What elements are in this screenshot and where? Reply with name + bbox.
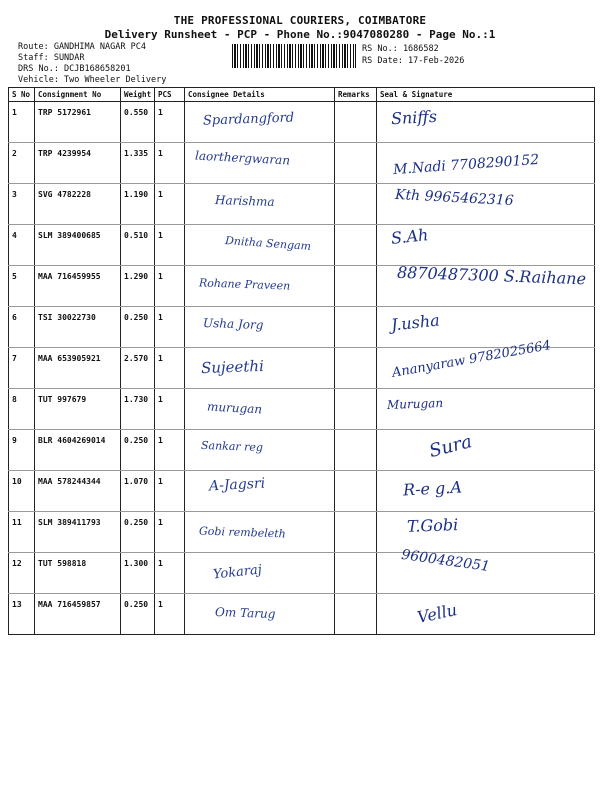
signature-handwriting: Vellu — [415, 600, 459, 627]
pcs-cell: 1 — [155, 553, 185, 594]
pcs-cell: 1 — [155, 184, 185, 225]
table-row — [9, 307, 595, 348]
consignee-cell — [185, 348, 335, 389]
weight-cell: 1.730 — [121, 389, 155, 430]
consignment-number-cell: MAA 653905921 — [35, 348, 121, 389]
barcode — [232, 44, 356, 68]
remarks-cell — [335, 225, 377, 266]
company-title: THE PROFESSIONAL COURIERS, COIMBATORE — [173, 14, 427, 27]
serial-number-cell: 13 — [9, 594, 35, 635]
weight-cell: 1.290 — [121, 266, 155, 307]
signature-cell — [377, 184, 595, 225]
consignee-cell — [185, 471, 335, 512]
col-header-pcs: PCS — [155, 88, 185, 102]
pcs-cell: 1 — [155, 266, 185, 307]
signature-cell — [377, 471, 595, 512]
serial-number-cell: 9 — [9, 430, 35, 471]
consignee-handwriting: Usha Jorg — [202, 315, 264, 333]
rs-number: RS No.: 1686582 — [362, 44, 439, 54]
signature-cell — [377, 338, 595, 389]
signature-handwriting: Kth 9965462316 — [394, 186, 514, 210]
signature-cell — [377, 143, 595, 184]
serial-number-cell: 5 — [9, 266, 35, 307]
staff-label: Staff: SUNDAR — [18, 53, 85, 63]
consignee-handwriting: laorthergwaran — [194, 148, 291, 168]
pcs-cell: 1 — [155, 389, 185, 430]
pcs-cell: 1 — [155, 225, 185, 266]
pcs-cell: 1 — [155, 512, 185, 553]
drs-number: DRS No.: DCJB168658201 — [18, 64, 131, 74]
signature-handwriting: J.usha — [390, 310, 441, 335]
consignee-handwriting: Harishma — [214, 192, 275, 210]
weight-cell: 0.250 — [121, 512, 155, 553]
remarks-cell — [335, 266, 377, 307]
col-header-consignment: Consignment No — [35, 88, 121, 102]
weight-cell: 1.190 — [121, 184, 155, 225]
serial-number-cell: 12 — [9, 553, 35, 594]
signature-cell — [377, 430, 595, 471]
pcs-cell: 1 — [155, 348, 185, 389]
consignment-number-cell: MAA 578244344 — [35, 471, 121, 512]
serial-number-cell: 4 — [9, 225, 35, 266]
consignee-handwriting: Sujeethi — [200, 356, 265, 378]
consignee-handwriting: Dnitha Sengam — [224, 234, 312, 253]
consignee-handwriting: A-Jagsri — [208, 475, 266, 495]
table-row — [9, 471, 595, 512]
consignee-handwriting: Rohane Praveen — [198, 276, 291, 293]
consignment-number-cell: TRP 5172961 — [35, 102, 121, 143]
serial-number-cell: 1 — [9, 102, 35, 143]
table-row — [9, 553, 595, 594]
remarks-cell — [335, 594, 377, 635]
consignee-handwriting: Om Tarug — [214, 604, 276, 622]
consignee-cell — [185, 143, 335, 184]
consignee-handwriting: Gobi rembeleth — [198, 524, 286, 541]
pcs-cell: 1 — [155, 594, 185, 635]
serial-number-cell: 2 — [9, 143, 35, 184]
signature-cell — [377, 307, 595, 348]
serial-number-cell: 3 — [9, 184, 35, 225]
remarks-cell — [335, 553, 377, 594]
signature-cell — [377, 512, 595, 553]
pcs-cell: 1 — [155, 307, 185, 348]
consignment-number-cell: SVG 4782228 — [35, 184, 121, 225]
blank-footer — [8, 652, 594, 792]
consignee-cell — [185, 184, 335, 225]
weight-cell: 0.250 — [121, 307, 155, 348]
table-row — [9, 389, 595, 430]
table-row — [9, 102, 595, 143]
consignment-number-cell: TUT 598818 — [35, 553, 121, 594]
serial-number-cell: 11 — [9, 512, 35, 553]
consignment-number-cell: SLM 389411793 — [35, 512, 121, 553]
pcs-cell: 1 — [155, 102, 185, 143]
signature-cell — [377, 389, 595, 430]
signature-handwriting: Sniffs — [390, 106, 438, 129]
remarks-cell — [335, 348, 377, 389]
serial-number-cell: 7 — [9, 348, 35, 389]
signature-cell — [377, 594, 595, 635]
signature-handwriting: S.Ah — [390, 225, 430, 248]
weight-cell: 0.550 — [121, 102, 155, 143]
signature-cell — [377, 102, 595, 143]
consignment-number-cell: MAA 716459857 — [35, 594, 121, 635]
consignee-cell — [185, 225, 335, 266]
consignee-handwriting: Sankar reg — [200, 438, 264, 455]
remarks-cell — [335, 307, 377, 348]
signature-cell — [377, 546, 595, 594]
serial-number-cell: 8 — [9, 389, 35, 430]
signature-handwriting: M.Nadi 7708290152 — [392, 151, 540, 179]
table-header-row — [9, 88, 595, 102]
weight-cell: 1.070 — [121, 471, 155, 512]
pcs-cell: 1 — [155, 471, 185, 512]
consignment-number-cell: TSI 30022730 — [35, 307, 121, 348]
runsheet-subtitle: Delivery Runsheet - PCP - Phone No.:9047080280 - Page No.:1 — [104, 28, 496, 41]
signature-cell — [377, 225, 595, 266]
consignment-number-cell: MAA 716459955 — [35, 266, 121, 307]
consignee-cell — [185, 512, 335, 553]
pcs-cell: 1 — [155, 143, 185, 184]
consignment-number-cell: TRP 4239954 — [35, 143, 121, 184]
signature-handwriting: 9600482051 — [400, 546, 491, 576]
weight-cell: 0.250 — [121, 430, 155, 471]
table-row — [9, 594, 595, 635]
remarks-cell — [335, 389, 377, 430]
col-header-remarks: Remarks — [335, 88, 377, 102]
weight-cell: 0.250 — [121, 594, 155, 635]
consignment-number-cell: TUT 997679 — [35, 389, 121, 430]
serial-number-cell: 6 — [9, 307, 35, 348]
remarks-cell — [335, 471, 377, 512]
consignee-handwriting: murugan — [206, 399, 263, 417]
consignee-handwriting: Spardangford — [202, 110, 295, 129]
weight-cell: 1.335 — [121, 143, 155, 184]
remarks-cell — [335, 512, 377, 553]
weight-cell: 1.300 — [121, 553, 155, 594]
table-row — [9, 348, 595, 389]
table-row — [9, 184, 595, 225]
consignee-cell — [185, 266, 335, 307]
vehicle-label: Vehicle: Two Wheeler Delivery — [18, 75, 167, 85]
signature-handwriting: Sura — [427, 431, 475, 462]
table-row — [9, 430, 595, 471]
remarks-cell — [335, 143, 377, 184]
table-row — [9, 143, 595, 184]
consignee-cell — [185, 307, 335, 348]
weight-cell: 0.510 — [121, 225, 155, 266]
remarks-cell — [335, 430, 377, 471]
route-label: Route: GANDHIMA NAGAR PC4 — [18, 42, 146, 52]
table-row — [9, 225, 595, 266]
col-header-sno: S No — [9, 88, 35, 102]
col-header-weight: Weight — [121, 88, 155, 102]
consignee-handwriting: Yokaraj — [212, 562, 263, 583]
runsheet-table — [8, 87, 595, 635]
signature-handwriting: Ananyaraw 9782025664 — [390, 338, 553, 381]
consignee-cell — [185, 553, 335, 594]
signature-handwriting: R-e g.A — [402, 477, 463, 500]
weight-cell: 2.570 — [121, 348, 155, 389]
table-row — [9, 266, 595, 307]
consignment-number-cell: BLR 4604269014 — [35, 430, 121, 471]
remarks-cell — [335, 184, 377, 225]
consignee-cell — [185, 389, 335, 430]
signature-cell — [377, 262, 595, 307]
signature-handwriting: T.Gobi — [406, 515, 459, 536]
signature-handwriting: 8870487300 S.Raihane — [396, 262, 587, 289]
col-header-consignee: Consignee Details — [185, 88, 335, 102]
signature-handwriting: Murugan — [386, 396, 444, 412]
serial-number-cell: 10 — [9, 471, 35, 512]
col-header-signature: Seal & Signature — [377, 88, 595, 102]
pcs-cell: 1 — [155, 430, 185, 471]
consignment-number-cell: SLM 389400685 — [35, 225, 121, 266]
consignee-cell — [185, 102, 335, 143]
remarks-cell — [335, 102, 377, 143]
table-row — [9, 512, 595, 553]
consignee-cell — [185, 594, 335, 635]
consignee-cell — [185, 430, 335, 471]
rs-date: RS Date: 17-Feb-2026 — [362, 56, 465, 66]
